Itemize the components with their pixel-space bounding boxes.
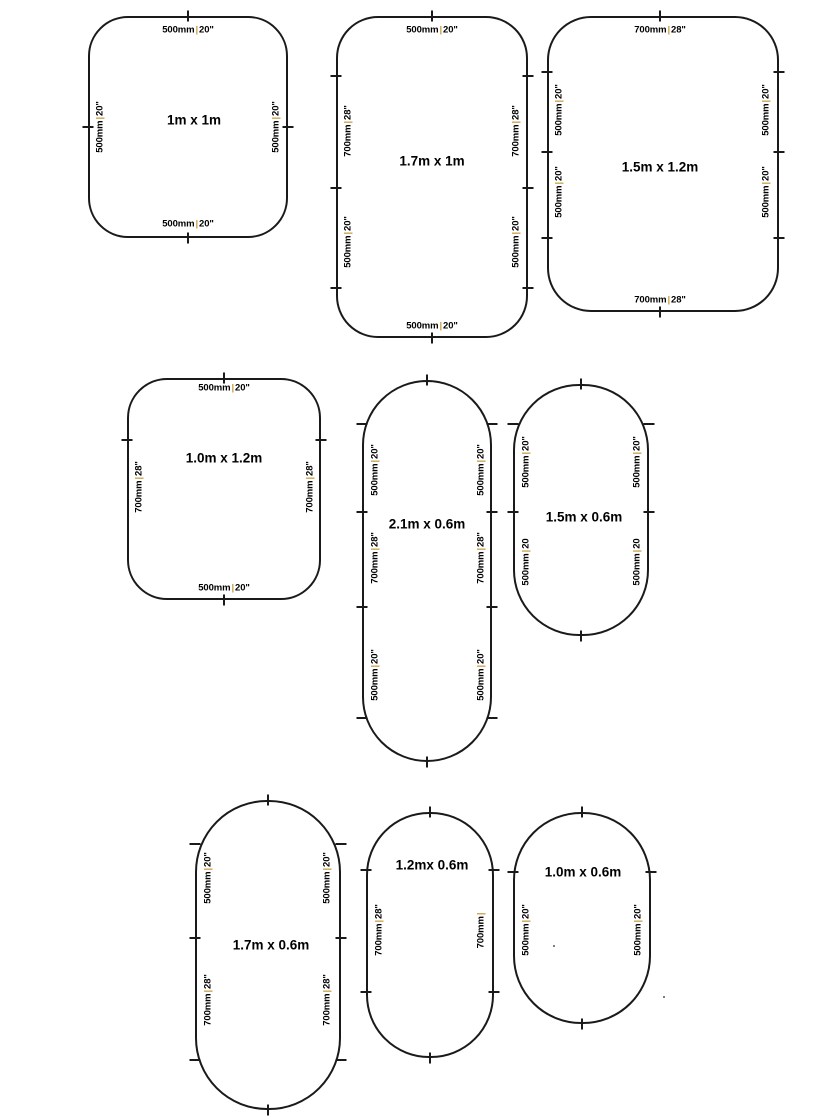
table-size-label-1p7m-x-0p6m: 1.7m x 0.6m [232,937,310,953]
dimension-separator: | [631,451,643,455]
dimension-inch: 20" [235,582,250,594]
dimension-tick [644,511,655,513]
dimension-inch: 20" [760,166,772,181]
dimension-label [633,904,644,956]
dimension-separator: | [231,582,235,594]
dimension-tick [542,71,553,73]
dimension-mm: 500mm [270,120,282,153]
dimension-tick [283,126,294,128]
dimension-mm: 700mm [304,480,316,513]
dimension-label [343,216,354,268]
dimension-tick [267,1105,269,1116]
dimension-tick [508,511,519,513]
dimension-separator: | [270,116,282,120]
dimension-tick [659,307,661,318]
dimension-mm: 700mm [321,993,333,1026]
dimension-tick [187,233,189,244]
dimension-inch: 20" [520,904,532,919]
table-outline-shape-2p1m-x-0p6m [362,380,492,762]
dimension-separator: | [553,99,565,103]
dimension-separator: | [632,919,644,923]
dimension-mm: 500mm [321,871,333,904]
dimension-mm: 700mm [634,24,667,36]
dimension-tick [523,75,534,77]
dimension-mm: 500mm [406,24,439,36]
dimension-tick [429,1053,431,1064]
dimension-inch: 20 [520,538,532,549]
dimension-inch: 20" [202,852,214,867]
dimension-tick [83,126,94,128]
dimension-mm: 500mm [760,185,772,218]
dimension-separator: | [321,867,333,871]
table-size-label-1p0m-x-1p2m: 1.0m x 1.2m [185,450,263,466]
dimension-inch: 28" [369,532,381,547]
dimension-mm: 500mm [94,120,106,153]
dimension-tick [357,717,368,719]
dimension-mm: 700mm [133,480,145,513]
dimension-mm: 500mm [760,103,772,136]
dimension-separator: | [202,867,214,871]
table-outline-shape-1p7m-x-1m [336,16,528,338]
dimension-tick [190,1059,201,1061]
dimension-mm: 700mm [510,124,522,157]
dimension-label [134,461,145,513]
dimension-inch: 20" [475,649,487,664]
dimension-mm: 500mm [631,455,643,488]
dimension-label [162,25,214,36]
dimension-label [203,852,214,904]
dimension-separator: | [231,382,235,394]
dimension-separator: | [439,24,443,36]
dimension-mm: 500mm [475,668,487,701]
table-size-label-1p7m-x-1m: 1.7m x 1m [399,153,465,169]
dimension-tick [331,287,342,289]
dimension-inch: 20" [553,166,565,181]
dimension-separator: | [510,231,522,235]
dimension-tick [426,375,428,386]
dimension-label [521,538,532,585]
dimension-label [761,84,772,136]
dimension-inch: 20" [94,101,106,116]
dimension-separator: | [369,547,381,551]
dimension-separator: | [195,218,199,230]
dimension-separator: | [760,99,772,103]
dimension-inch: 20" [632,904,644,919]
dimension-tick [487,423,498,425]
dimension-mm: 500mm [631,553,643,586]
dimension-tick [357,606,368,608]
dimension-mm: 500mm [520,455,532,488]
dimension-separator: | [342,231,354,235]
dimension-label [554,166,565,218]
dimension-separator: | [667,24,671,36]
dimension-label [476,912,487,949]
dimension-label [162,219,214,230]
dimension-tick [774,151,785,153]
dimension-inch: 20" [510,216,522,231]
dimension-inch: 28" [342,105,354,120]
table-size-label-1p2m-x-0p6m: 1.2mx 0.6m [395,857,469,873]
dimension-inch: 28" [133,461,145,476]
dimension-tick [508,423,519,425]
dimension-tick [187,11,189,22]
dimension-mm: 700mm [342,124,354,157]
dimension-inch: 20" [321,852,333,867]
dimension-separator: | [510,120,522,124]
dimension-separator: | [520,451,532,455]
dimension-label [370,649,381,701]
dimension-tick [361,991,372,993]
dimension-inch: 20" [369,649,381,664]
dimension-tick [429,807,431,818]
dimension-tick [489,991,500,993]
dimension-inch: 20 [631,538,643,549]
table-outline-shape-1p0m-x-0p6m [513,812,651,1024]
dimension-tick [580,631,582,642]
dimension-label [322,974,333,1026]
dimension-separator: | [475,664,487,668]
scan-speck [553,945,555,947]
dimension-separator: | [94,116,106,120]
dimension-separator: | [667,294,671,306]
dimension-label [343,105,354,157]
dimension-separator: | [304,476,316,480]
dimension-mm: 500mm [553,103,565,136]
dimension-inch: 28" [510,105,522,120]
dimension-label [511,216,522,268]
dimension-separator: | [760,181,772,185]
table-outline-shape-1p0m-x-1p2m [127,378,321,600]
dimension-label [476,649,487,701]
dimension-mm: 500mm [369,668,381,701]
dimension-tick [523,287,534,289]
dimension-tick [267,795,269,806]
dimension-separator: | [475,547,487,551]
dimension-tick [523,187,534,189]
dimension-separator: | [202,989,214,993]
dimension-separator: | [195,24,199,36]
dimension-separator: | [520,919,532,923]
dimension-separator: | [321,989,333,993]
dimension-tick [357,423,368,425]
dimension-inch: 20" [475,444,487,459]
dimension-tick [426,757,428,768]
dimension-separator: | [369,664,381,668]
table-size-label-1p5m-x-1p2m: 1.5m x 1.2m [621,159,699,175]
dimension-inch: 28" [202,974,214,989]
dimension-inch: 28" [321,974,333,989]
dimension-mm: 700mm [475,916,487,949]
dimension-inch: 20" [342,216,354,231]
dimension-mm: 500mm [406,320,439,332]
dimension-inch: 28" [304,461,316,476]
dimension-tick [431,333,433,344]
dimension-separator: | [631,549,643,553]
table-size-label-2p1m-x-0p6m: 2.1m x 0.6m [388,516,466,532]
dimension-separator: | [475,459,487,463]
dimension-inch: 20" [199,24,214,36]
dimension-tick [489,869,500,871]
dimension-tick [190,937,201,939]
dimension-label [632,436,643,488]
dimension-label [761,166,772,218]
dimension-inch: 20" [443,320,458,332]
dimension-mm: 500mm [342,235,354,268]
dimension-inch: 20" [235,382,250,394]
dimension-separator: | [373,919,385,923]
dimension-label [521,436,532,488]
dimension-separator: | [553,181,565,185]
dimension-mm: 500mm [202,871,214,904]
dimension-mm: 500mm [198,382,231,394]
dimension-label [634,295,686,306]
dimension-tick [542,237,553,239]
dimension-tick [190,843,201,845]
dimension-tick [508,871,519,873]
dimension-inch: 20" [760,84,772,99]
dimension-mm: 700mm [634,294,667,306]
dimension-label [406,321,458,332]
dimension-mm: 700mm [369,551,381,584]
dimension-tick [487,511,498,513]
dimension-label [370,532,381,584]
dimension-mm: 500mm [520,923,532,956]
dimension-mm: 500mm [520,553,532,586]
dimension-label [632,538,643,585]
table-size-label-1p5m-x-0p6m: 1.5m x 0.6m [545,509,623,525]
dimension-tick [336,937,347,939]
dimension-tick [542,151,553,153]
dimension-separator: | [369,459,381,463]
dimension-separator: | [439,320,443,332]
dimension-separator: | [475,912,487,916]
dimension-tick [357,511,368,513]
dimension-label [198,583,250,594]
dimension-mm: 500mm [369,463,381,496]
dimension-label [511,105,522,157]
table-outline-shape-1p7m-x-0p6m [195,800,341,1110]
table-size-label-1m-x-1m: 1m x 1m [166,112,222,128]
dimension-separator: | [133,476,145,480]
dimension-tick [774,71,785,73]
dimension-inch: 20" [369,444,381,459]
dimension-tick [331,75,342,77]
dimension-tick [336,1059,347,1061]
dimension-separator: | [520,549,532,553]
dimension-mm: 500mm [162,218,195,230]
dimension-mm: 500mm [475,463,487,496]
dimension-label [198,383,250,394]
dimension-label [322,852,333,904]
dimension-inch: 28" [671,294,686,306]
scan-speck [663,996,665,998]
dimension-mm: 500mm [162,24,195,36]
dimension-inch: 20" [631,436,643,451]
dimension-tick [646,871,657,873]
dimension-inch: 20" [553,84,565,99]
dimension-mm: 700mm [202,993,214,1026]
dimension-mm: 700mm [475,551,487,584]
dimension-tick [316,439,327,441]
dimension-inch: 20" [520,436,532,451]
dimension-label [634,25,686,36]
dimension-inch: 20" [270,101,282,116]
dimension-tick [431,11,433,22]
dimension-inch: 28" [475,532,487,547]
dimension-label [370,444,381,496]
dimension-label [305,461,316,513]
dimension-inch: 20" [443,24,458,36]
dimension-mm: 500mm [198,582,231,594]
dimension-label [271,101,282,153]
dimension-tick [487,606,498,608]
dimension-mm: 500mm [632,923,644,956]
dimension-tick [336,843,347,845]
dimension-label [406,25,458,36]
dimension-label [374,904,385,956]
dimension-label [554,84,565,136]
dimension-mm: 700mm [373,923,385,956]
dimension-tick [487,717,498,719]
dimension-tick [774,237,785,239]
dimension-separator: | [342,120,354,124]
dimension-inch: 28" [671,24,686,36]
dimension-tick [580,379,582,390]
dimension-tick [122,439,133,441]
dimension-tick [659,11,661,22]
dimension-tick [361,869,372,871]
dimension-mm: 500mm [553,185,565,218]
dimension-mm: 500mm [510,235,522,268]
dimension-label [476,444,487,496]
dimension-label [476,532,487,584]
dimension-label [521,904,532,956]
dimension-tick [581,1019,583,1030]
dimension-tick [331,187,342,189]
table-size-label-1p0m-x-0p6m: 1.0m x 0.6m [544,864,622,880]
dimension-tick [223,595,225,606]
dimension-tick [644,423,655,425]
dimension-label [203,974,214,1026]
dimension-label [95,101,106,153]
dimension-inch: 20" [199,218,214,230]
dimension-tick [581,807,583,818]
dimension-inch: 28" [373,904,385,919]
